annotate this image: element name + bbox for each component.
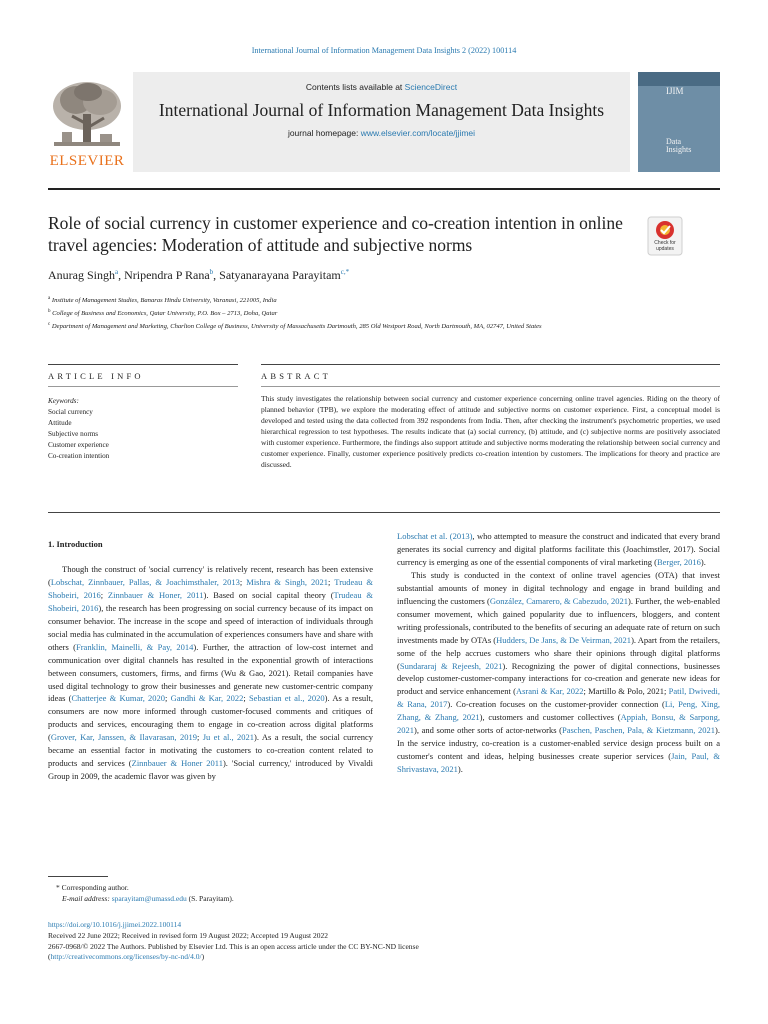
body-paragraph xyxy=(397,569,720,776)
article-title: Role of social currency in customer experience and co-creation intention in online travel agencies: Moderation of attitude and subjective norms xyxy=(48,213,623,255)
citation-link[interactable]: Zinnbauer & Honer 2011 xyxy=(131,758,223,769)
author-separator: , xyxy=(118,268,125,282)
keyword-item: Subjective norms xyxy=(48,430,99,438)
body-divider xyxy=(48,512,720,513)
body-text: ). Further, the attraction of low-cost internet and communication over digital channels has resulted in the exponential growth of interactions between consumers, customers, firms, and firms (Wu & Gao, 2021). Retail companies have used digital technology to grow their businesses and generate new customer-centric company ideas ( xyxy=(48,641,373,704)
citation-link[interactable]: Lobschat, Zinnbauer, Pallas, & Joachimsthaler, 2013 xyxy=(50,576,240,587)
article-info-subrule xyxy=(48,386,238,387)
citation-link[interactable]: Jain, Paul, & Shrivastava, 2021 xyxy=(397,751,720,775)
footnote xyxy=(48,882,378,904)
running-header[interactable]: International Journal of Information Management Data Insights 2 (2022) 100114 xyxy=(251,46,517,55)
elsevier-logo xyxy=(48,78,126,170)
article-info-rule xyxy=(48,364,238,365)
elsevier-wordmark: ELSEVIER xyxy=(49,153,125,169)
abstract-heading: ABSTRACT xyxy=(261,371,331,381)
citation-link[interactable]: Zinnbauer & Honer, 2011 xyxy=(107,589,204,600)
citation-link[interactable]: Lobschat et al. (2013) xyxy=(397,531,473,541)
email-suffix: (S. Parayitam). xyxy=(186,894,234,903)
check-for-updates-badge[interactable] xyxy=(647,216,683,256)
body-text: ). Co-creation focuses on the customer-provider connection ( xyxy=(447,699,665,710)
author-separator: , xyxy=(213,268,220,282)
journal-cover-thumbnail[interactable] xyxy=(638,72,720,172)
body-right-column xyxy=(397,530,720,776)
affiliation-text: Institute of Management Studies, Banaras Hindu University, Varanasi, 221005, India xyxy=(51,297,277,305)
body-text: ; xyxy=(165,693,171,704)
license-url-line xyxy=(48,952,720,963)
footnote-marker: * xyxy=(56,883,60,892)
journal-title: International Journal of Information Management Data Insights xyxy=(158,100,605,120)
journal-banner xyxy=(133,72,630,172)
affiliation-sup: a xyxy=(48,296,51,301)
article-info-heading: ARTICLE INFO xyxy=(48,371,144,381)
body-text: ). As a result, consumers are now more informed through customer-focused comments and critiques of products and services, encouraging them to engage in co-creation across digital platforms ( xyxy=(48,693,373,743)
body-text: Though the construct of 'social currency' is relatively recent, research has been extensive ( xyxy=(48,563,373,587)
homepage-link[interactable]: www.elsevier.com/locate/jjimei xyxy=(360,128,476,138)
affiliation-text: College of Business and Economics, Qatar University, P.O. Box – 2713, Doha, Qatar xyxy=(52,310,278,318)
author-name: Anurag Singh xyxy=(48,268,115,282)
body-text: ), the research has been progressing on social currency because of its impact on consumer behavior. The increase in the scope and speed of interaction of individuals through social media has culminated in the accumulation of experiences consumers have and share with others ( xyxy=(48,602,374,652)
footnote-rule xyxy=(48,876,108,877)
author-name: Satyanarayana Parayitam xyxy=(219,268,341,282)
body-text: ). 'Social currency,' introduced by Vivaldi Group in 2009, the academic flavor was given by xyxy=(48,758,373,782)
citation-link[interactable]: Sebastian et al., 2020 xyxy=(248,693,325,704)
abstract-subrule xyxy=(261,386,720,387)
citation-link[interactable]: Gandhi & Kar, 2022 xyxy=(170,693,244,704)
affiliation-item xyxy=(48,307,638,320)
body-text: , who attempted to measure the construct and indicated that every brand generates its social currency and digital platforms facilitate this (Joachimstler, 2017). Social currency is emerging as one of the essential components of viral marketing ( xyxy=(397,531,720,567)
keyword-item: Social currency xyxy=(48,408,93,416)
cover-band xyxy=(638,72,720,86)
cover-subtitle-line-2: Insights xyxy=(666,145,692,154)
affiliation-item xyxy=(48,294,638,307)
affiliation-item xyxy=(48,320,638,333)
tree-logo-icon xyxy=(48,78,126,152)
section-heading-introduction: 1. Introduction xyxy=(48,539,103,549)
citation-link[interactable]: Mishra & Singh, 2021 xyxy=(246,576,329,587)
citation-link[interactable]: González, Camarero, & Cabezudo, 2021 xyxy=(489,595,628,606)
masthead-divider xyxy=(48,188,720,190)
body-text: ). xyxy=(700,556,706,567)
keyword-item: Attitude xyxy=(48,419,72,427)
body-text: ). In the service industry, co-creation is a customer-enabled service design process built on a customer's content and ideas, helping businesses create superior services ( xyxy=(397,725,720,762)
keywords-list xyxy=(48,396,109,462)
citation-link[interactable]: Hudders, De Jans, & De Veirman, 2021 xyxy=(496,634,632,645)
sciencedirect-link[interactable]: ScienceDirect xyxy=(404,82,458,92)
body-left-column xyxy=(48,538,373,783)
body-text: ). Based on social capital theory ( xyxy=(203,589,334,600)
body-text: ). As a result, the social currency became an essential factor in motivating the customers to co-creation content related to products and services ( xyxy=(48,732,374,769)
cover-subtitle xyxy=(666,138,691,154)
citation-link[interactable]: Grover, Kar, Janssen, & Ilavarasan, 2019 xyxy=(50,732,197,743)
cover-abbrev: IJIM xyxy=(666,86,684,96)
body-paragraph xyxy=(397,530,720,569)
author-list xyxy=(48,268,349,283)
doi-link[interactable]: https://doi.org/10.1016/j.jjimei.2022.100114 xyxy=(48,920,182,929)
citation-link[interactable]: Asrani & Kar, 2022 xyxy=(515,686,584,697)
citation-link[interactable]: Paschen, Paschen, Pala, & Kietzmann, 2021 xyxy=(562,725,716,736)
citation-link[interactable]: Trudeau & Shobeiri, 2016 xyxy=(48,576,373,600)
body-paragraph xyxy=(48,563,373,783)
author-name: Nripendra P Rana xyxy=(124,268,210,282)
keyword-item: Customer experience xyxy=(48,441,109,449)
affiliation-sup: c xyxy=(48,321,51,327)
corresponding-author-note xyxy=(48,882,378,893)
body-text: ). xyxy=(457,764,463,775)
citation-link[interactable]: Ju et al., 2021 xyxy=(202,732,254,743)
body-text: ; xyxy=(239,576,247,587)
body-text: ; xyxy=(328,576,335,587)
body-text: ). Apart from the retailers, some of the help accrues customers who share their opinions through digital platforms ( xyxy=(397,634,720,671)
received-dates: Received 22 June 2022; Received in revised form 19 August 2022; Accepted 19 August 2022 xyxy=(48,930,328,940)
footnote-text: Corresponding author. xyxy=(59,883,129,892)
publication-info xyxy=(48,920,720,963)
license-paren-open: ( xyxy=(48,952,51,962)
abstract-rule xyxy=(261,364,720,365)
keywords-label: Keywords: xyxy=(48,397,79,405)
affiliation-sup: b xyxy=(48,308,51,314)
journal-homepage xyxy=(133,128,630,138)
body-text: ), customers and customer collectives ( xyxy=(479,712,621,723)
body-text: ). Further, the web-enabled consumer movement, which gained popularity due to influencers, bloggers, and content writing professionals, contributed to the benefits of securing an adequate rate of return on such investments made by OTAs ( xyxy=(397,595,721,645)
email-label: E-mail address: xyxy=(62,894,110,903)
author-affil-sup[interactable]: b xyxy=(209,268,214,276)
citation-link[interactable]: Patil, Dwivedi, & Rana, 2017 xyxy=(397,686,721,710)
email-link[interactable]: sparayitam@umassd.edu xyxy=(111,894,187,903)
citation-link[interactable]: Chatterjee & Kumar, 2020 xyxy=(71,693,166,704)
body-text: ; Martillo & Polo, 2021; xyxy=(583,686,669,697)
homepage-prefix: journal homepage: xyxy=(287,128,361,138)
author-affil-sup[interactable]: c,* xyxy=(340,268,350,276)
contents-prefix: Contents lists available at xyxy=(305,82,405,92)
abstract-text: This study investigates the relationship between social currency and customer experience concerning online travel agencies. Riding on the theory of planned behavior (TPB), we explore the moderating effect of attitude and subjective norms on customer experience. First, a conceptual model is developed and tested using the data collected from 392 respondents from India. Then, after checking the instrument's psychometric properties, we used hierarchical regression to test hypotheses. The results indicate that (a) social currency, (b) attitude, and (c) subjective norms are positively associated with customer experience. Furthermore, the findings also support attitude and subjective norms moderating the relationship between social currency and customer experience. Finally, customer experience positively predicts co-creation intention by customers. The implications for theory and practice are discussed. xyxy=(261,394,720,470)
affiliations xyxy=(48,294,638,333)
body-text: This study is conducted in the context of online travel agencies (OTA) that invest substantial amounts of money in digital technology and engage in brand building and influencing the customers ( xyxy=(397,569,720,606)
citation-link[interactable]: Sundararaj & Rejeesh, 2021 xyxy=(399,660,503,671)
body-text: ; xyxy=(100,589,108,600)
citation-link[interactable]: Li, Peng, Xing, Zhang, & Zhang, 2021 xyxy=(397,699,720,723)
body-text: ; xyxy=(243,693,249,704)
license-text: 2667-0968/© 2022 The Authors. Published by Elsevier Ltd. This is an open access article under the CC BY-NC-ND license xyxy=(48,941,419,951)
body-text: ). Recognizing the power of digital connections, businesses develop customer-customer-company interactions for co-creation and generate new ideas for product and service enhancement ( xyxy=(397,660,720,697)
license-paren-close: ) xyxy=(201,952,205,962)
license-link[interactable]: http://creativecommons.org/licenses/by-nc-nd/4.0/ xyxy=(50,952,202,962)
citation-link[interactable]: Franklin, Mainelli, & Pay, 2014 xyxy=(76,641,194,652)
citation-link[interactable]: Appiah, Bonsu, & Sarpong, 2021 xyxy=(397,712,720,736)
citation-link[interactable]: Berger, 2016 xyxy=(656,556,701,567)
affiliation-text: Department of Management and Marketing, Charlton College of Business, University of Massachusetts Dartmouth, 285 Old Westport Road, North Dartmouth, MA, 02747, United States xyxy=(51,323,542,331)
journal-masthead xyxy=(48,72,720,172)
contents-line xyxy=(133,82,630,92)
body-text: ; xyxy=(196,732,203,743)
body-text: ), and some other sorts of actor-networks ( xyxy=(414,725,562,736)
citation-link[interactable]: Trudeau & Shobeiri, 2016 xyxy=(48,589,373,613)
cover-subtitle-line-1: Data xyxy=(666,137,682,146)
author-affil-sup[interactable]: a xyxy=(115,268,119,276)
crossmark-label: Check for updates xyxy=(654,240,676,252)
email-line xyxy=(48,893,378,904)
keyword-item: Co-creation intention xyxy=(48,452,110,460)
